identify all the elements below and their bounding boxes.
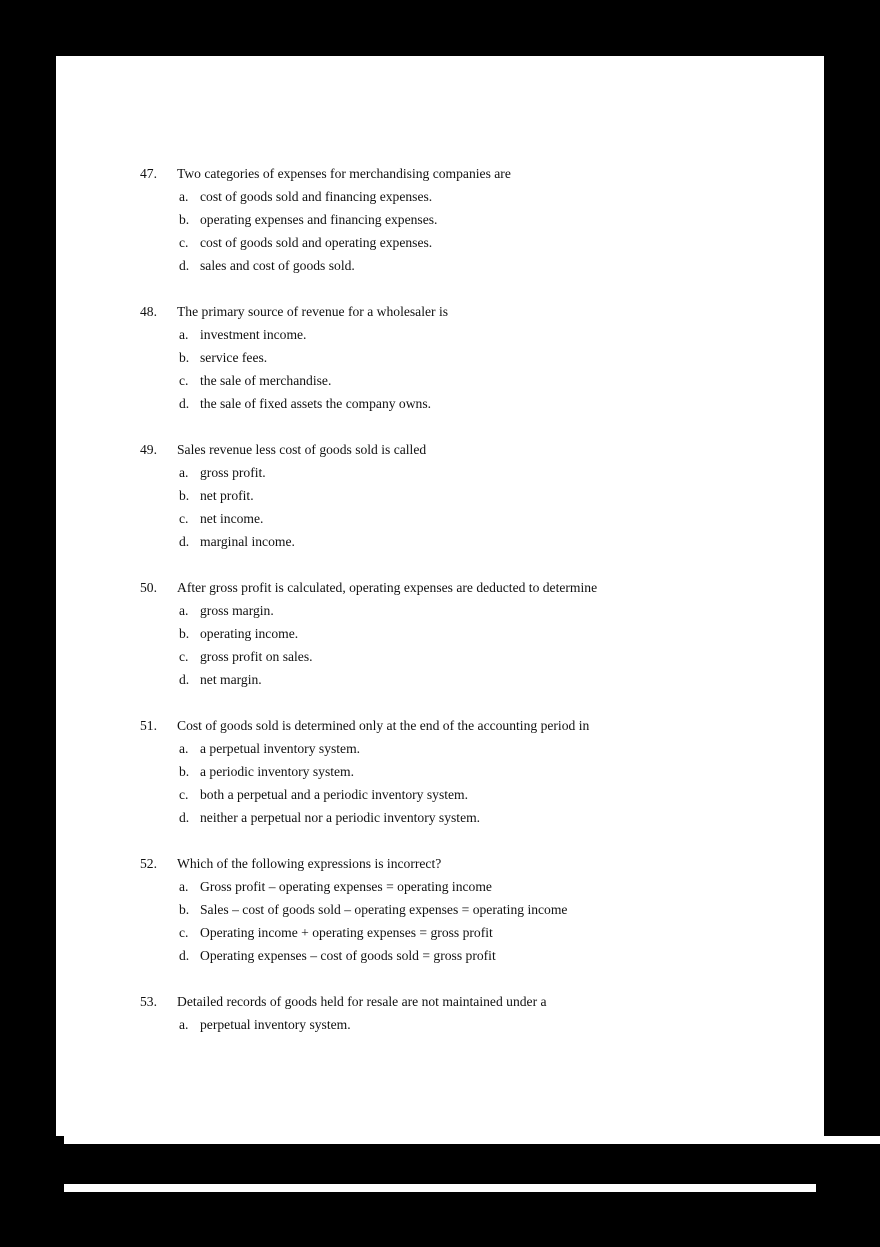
option-letter: b. [179, 488, 190, 503]
option-letter: d. [179, 534, 190, 549]
option-c [140, 231, 780, 254]
option-text: marginal income. [200, 534, 295, 549]
question-51 [140, 714, 780, 829]
option-text: perpetual inventory system. [200, 1017, 351, 1032]
option-text: gross margin. [200, 603, 274, 618]
option-text: operating expenses and financing expenses. [200, 212, 438, 227]
option-letter: a. [179, 603, 189, 618]
option-text: both a perpetual and a periodic inventory system. [200, 787, 469, 802]
question-53 [140, 990, 780, 1036]
option-letter: c. [179, 235, 189, 250]
option-letter: a. [179, 327, 189, 342]
option-d [140, 944, 780, 967]
option-c [140, 369, 780, 392]
option-text: gross profit on sales. [200, 649, 313, 664]
question-text: After gross profit is calculated, operating expenses are deducted to determine [177, 580, 598, 595]
option-letter: a. [179, 189, 189, 204]
question-number: 48. [140, 304, 157, 319]
option-b [140, 898, 780, 921]
option-text: net profit. [200, 488, 254, 503]
option-d [140, 806, 780, 829]
option-text: Operating income + operating expenses = gross profit [200, 925, 493, 940]
option-c [140, 783, 780, 806]
question-48 [140, 300, 780, 415]
option-letter: d. [179, 810, 190, 825]
option-c [140, 645, 780, 668]
question-50 [140, 576, 780, 691]
option-letter: a. [179, 1017, 189, 1032]
option-a [140, 461, 780, 484]
option-text: service fees. [200, 350, 268, 365]
option-letter: b. [179, 626, 190, 641]
option-text: the sale of merchandise. [200, 373, 332, 388]
option-letter: d. [179, 948, 190, 963]
question-text: Cost of goods sold is determined only at the end of the accounting period in [177, 718, 590, 733]
question-number: 47. [140, 166, 157, 181]
option-a [140, 875, 780, 898]
option-text: Operating expenses – cost of goods sold = gross profit [200, 948, 496, 963]
option-b [140, 346, 780, 369]
option-text: Gross profit – operating expenses = operating income [200, 879, 492, 894]
option-letter: c. [179, 373, 189, 388]
option-letter: b. [179, 212, 190, 227]
option-letter: c. [179, 925, 189, 940]
option-d [140, 530, 780, 553]
question-number: 53. [140, 994, 157, 1009]
question-text: Which of the following expressions is incorrect? [177, 856, 442, 871]
option-text: a periodic inventory system. [200, 764, 355, 779]
option-letter: b. [179, 764, 190, 779]
option-b [140, 622, 780, 645]
question-text: Two categories of expenses for merchandising companies are [177, 166, 511, 181]
option-letter: d. [179, 672, 190, 687]
question-number: 50. [140, 580, 157, 595]
option-text: Sales – cost of goods sold – operating expenses = operating income [200, 902, 568, 917]
option-letter: d. [179, 258, 190, 273]
option-c [140, 507, 780, 530]
page-edge-strip [64, 1136, 880, 1144]
option-text: gross profit. [200, 465, 266, 480]
question-49 [140, 438, 780, 553]
option-text: a perpetual inventory system. [200, 741, 361, 756]
scroll-bar [64, 1184, 816, 1192]
question-text: The primary source of revenue for a wholesaler is [177, 304, 449, 319]
option-b [140, 484, 780, 507]
question-text: Sales revenue less cost of goods sold is called [177, 442, 427, 457]
option-letter: a. [179, 879, 189, 894]
option-letter: c. [179, 511, 189, 526]
option-text: operating income. [200, 626, 299, 641]
option-text: cost of goods sold and financing expenses. [200, 189, 433, 204]
option-letter: b. [179, 902, 190, 917]
option-text: cost of goods sold and operating expenses. [200, 235, 433, 250]
option-text: neither a perpetual nor a periodic inventory system. [200, 810, 481, 825]
question-number: 52. [140, 856, 157, 871]
question-text: Detailed records of goods held for resale are not maintained under a [177, 994, 547, 1009]
question-52 [140, 852, 780, 967]
option-c [140, 921, 780, 944]
option-text: net income. [200, 511, 264, 526]
option-a [140, 323, 780, 346]
option-d [140, 392, 780, 415]
option-letter: c. [179, 787, 189, 802]
option-a [140, 599, 780, 622]
option-a [140, 737, 780, 760]
option-text: sales and cost of goods sold. [200, 258, 355, 273]
document-page [56, 56, 824, 1136]
option-text: investment income. [200, 327, 307, 342]
option-letter: a. [179, 465, 189, 480]
option-b [140, 760, 780, 783]
option-d [140, 668, 780, 691]
option-d [140, 254, 780, 277]
question-47 [140, 162, 780, 277]
question-number: 51. [140, 718, 157, 733]
option-letter: a. [179, 741, 189, 756]
option-letter: d. [179, 396, 190, 411]
option-a [140, 1013, 780, 1036]
option-a [140, 185, 780, 208]
option-text: the sale of fixed assets the company owns. [200, 396, 432, 411]
option-letter: c. [179, 649, 189, 664]
question-number: 49. [140, 442, 157, 457]
option-b [140, 208, 780, 231]
option-text: net margin. [200, 672, 262, 687]
option-letter: b. [179, 350, 190, 365]
